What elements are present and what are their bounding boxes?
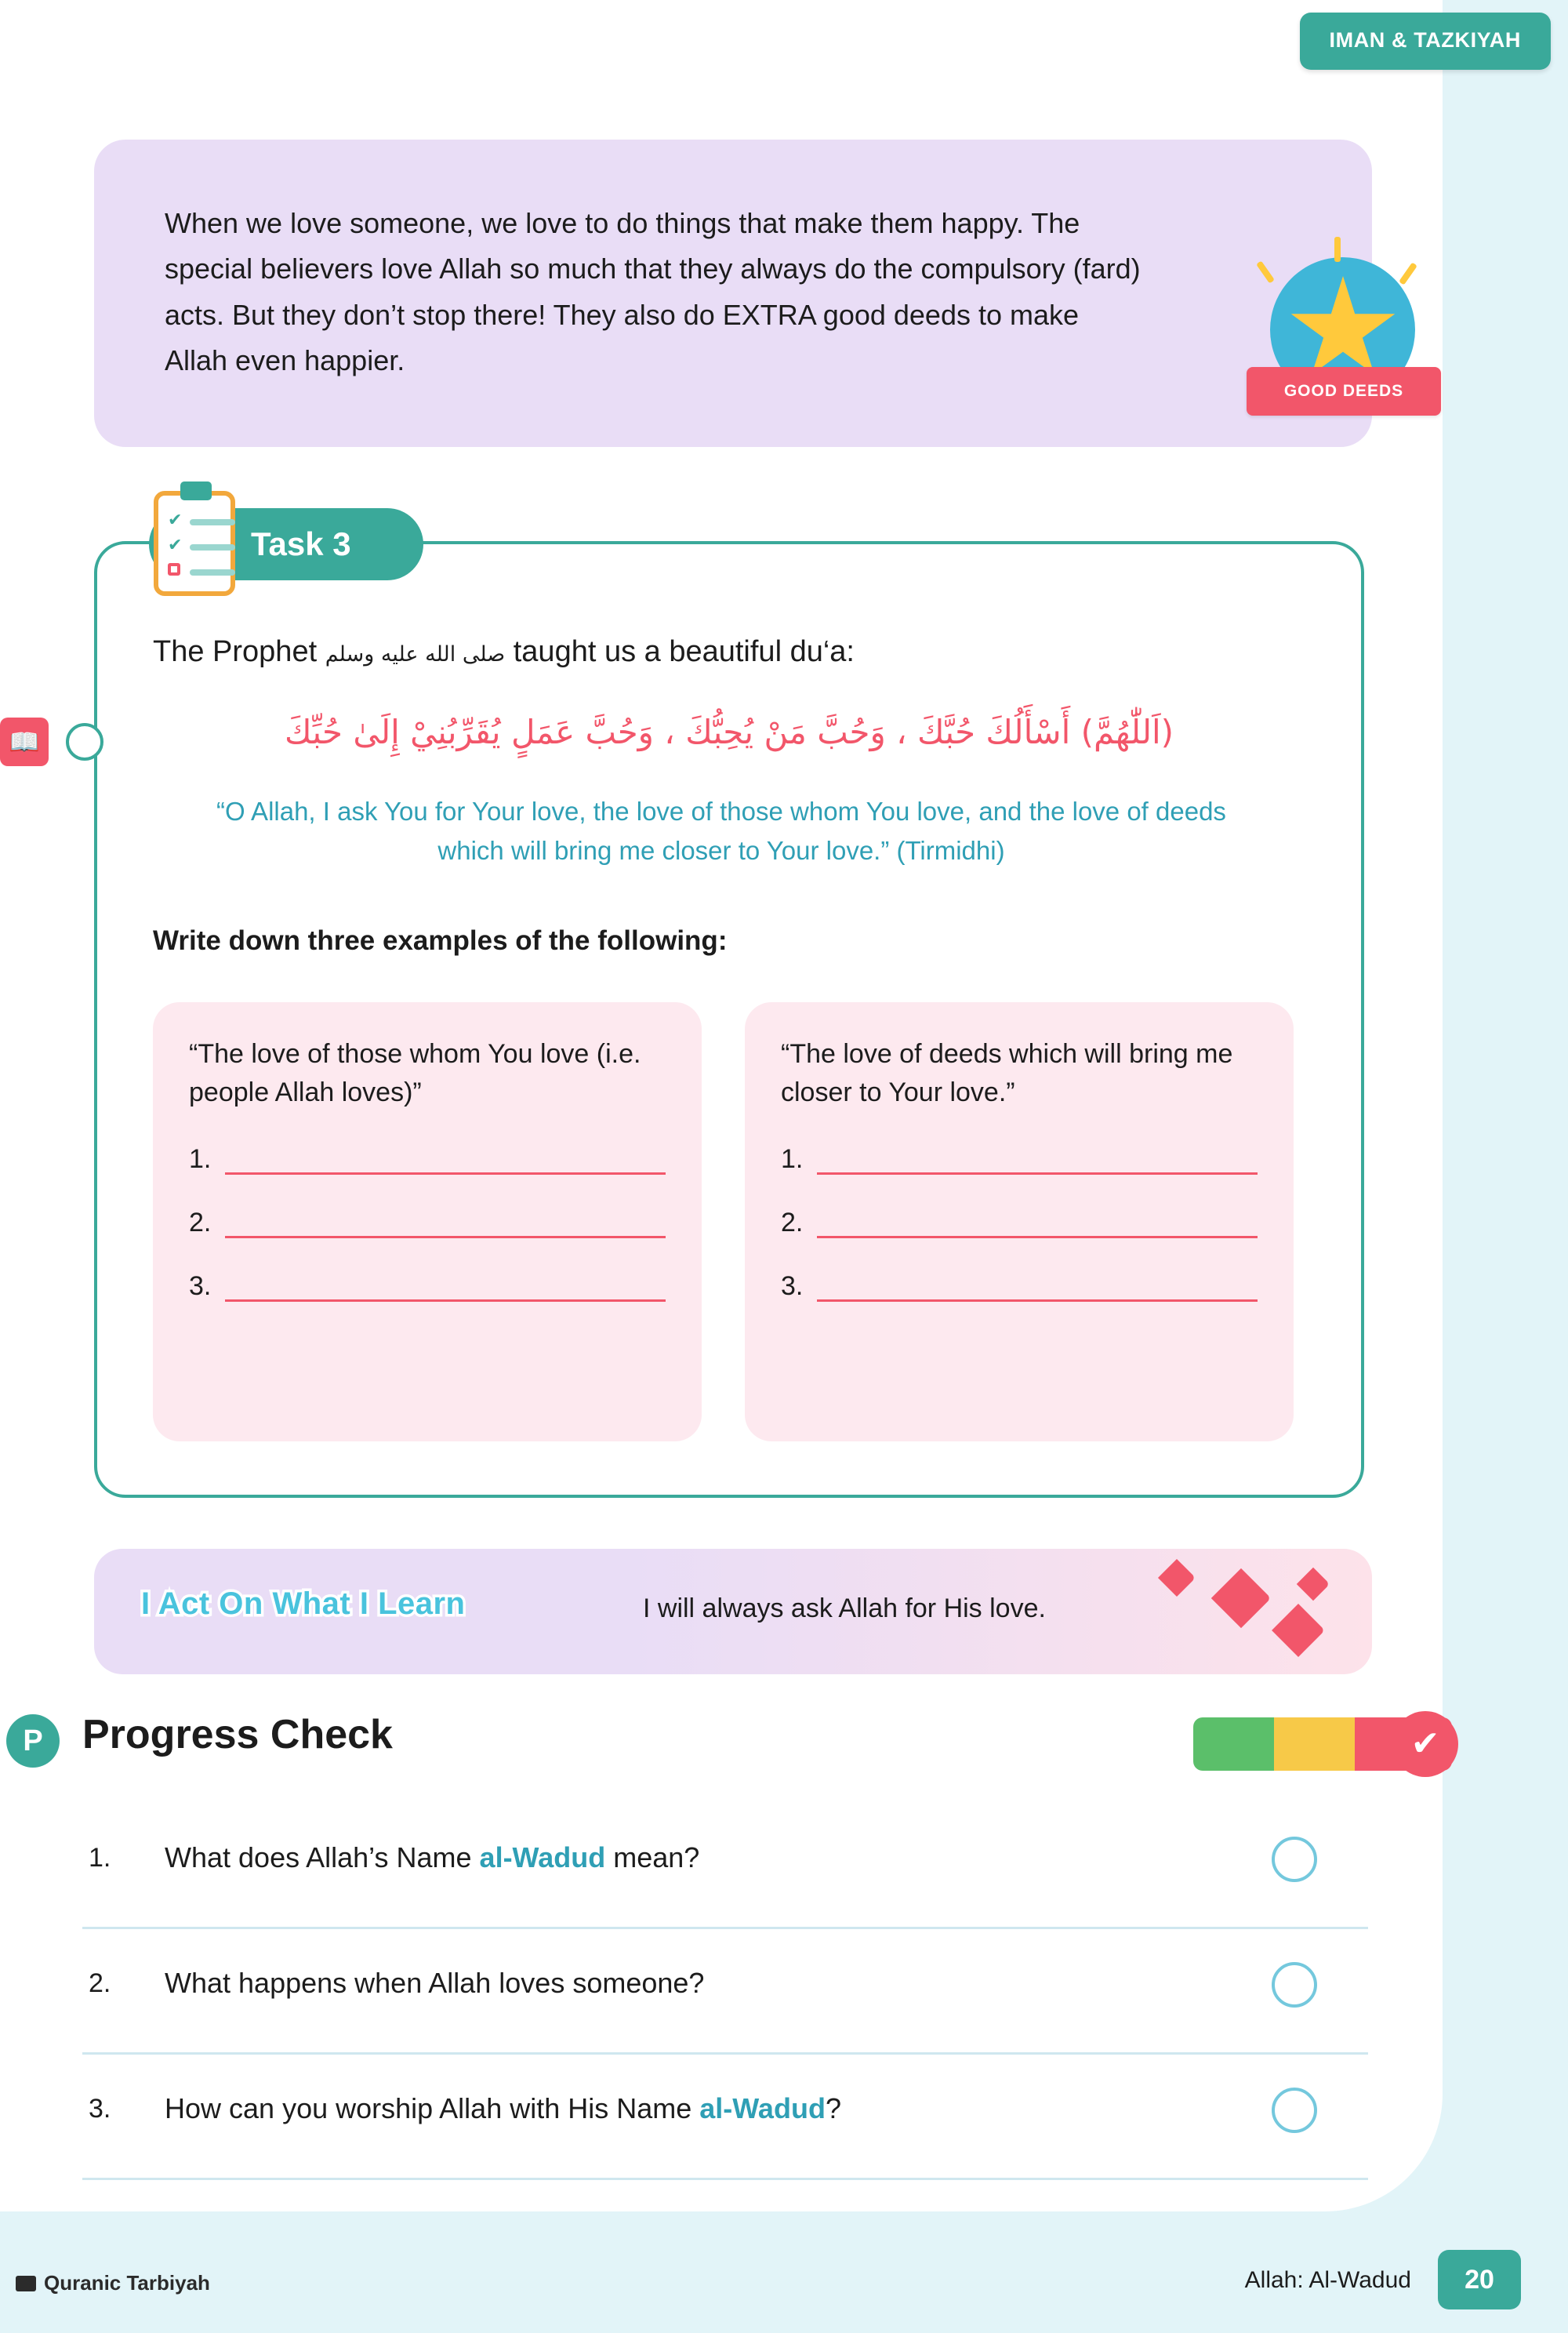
- progress-title: Progress Check: [82, 1712, 393, 1757]
- answer-row[interactable]: [189, 1144, 666, 1175]
- progress-segment-green: [1193, 1717, 1274, 1771]
- question-text-after: ?: [825, 2092, 841, 2124]
- answer-input-line[interactable]: [817, 1212, 1258, 1238]
- clipboard-line: [190, 569, 235, 576]
- question-text: [165, 1967, 704, 2000]
- sparkle-icon: [1399, 262, 1417, 285]
- answer-row[interactable]: [781, 1271, 1258, 1302]
- sparkle-icon: [1256, 260, 1275, 283]
- answer-number: 1.: [189, 1143, 212, 1174]
- question-text-after: mean?: [605, 1841, 700, 1873]
- page-number: 20: [1438, 2250, 1521, 2309]
- answer-card-title: “The love of deeds which will bring me closer to Your love.”: [781, 1039, 1233, 1108]
- checkmark-icon: ✔: [168, 535, 183, 554]
- clipboard-clip: [180, 481, 212, 500]
- answer-row[interactable]: [781, 1208, 1258, 1238]
- question-term: al-Wadud: [699, 2092, 826, 2124]
- prophet-line-before: The Prophet: [153, 635, 325, 668]
- footer-logo-text: Quranic Tarbiyah: [44, 2271, 210, 2295]
- answer-number: 2.: [189, 1207, 212, 1237]
- answer-card-deeds: [745, 1002, 1294, 1441]
- question-check-circle[interactable]: [1272, 2088, 1317, 2133]
- clipboard-icon: [154, 491, 235, 596]
- clipboard-line: [190, 544, 235, 551]
- progress-check-icon: ✔: [1392, 1711, 1458, 1777]
- footer-logo: [16, 2271, 210, 2295]
- question-number: 2.: [89, 1968, 111, 1998]
- answer-line-group: [781, 1144, 1258, 1302]
- answer-input-line[interactable]: [225, 1275, 666, 1302]
- prophet-salutation: صلى الله عليه وسلم: [325, 642, 506, 667]
- write-prompt: Write down three examples of the following:: [153, 925, 728, 956]
- good-deeds-badge: [1256, 249, 1428, 445]
- prophet-line: [153, 635, 855, 669]
- answer-number: 2.: [781, 1207, 804, 1237]
- answer-number: 3.: [189, 1270, 212, 1301]
- progress-question-row: [82, 1804, 1368, 1929]
- heart-icon: [1297, 1568, 1330, 1601]
- question-text-before: What happens when Allah loves someone?: [165, 1967, 705, 1999]
- arabic-dua: (اَللّٰهُمَّ) أَسْأَلُكَ حُبَّكَ ، وَحُبَّ مَنْ يُحِبُّكَ ، وَحُبَّ عَمَلٍ يُقَرِّبُنِيْ إِلَىٰ حُبِّكَ: [284, 713, 1174, 751]
- badge-ribbon-label: GOOD DEEDS: [1247, 367, 1441, 416]
- question-term: al-Wadud: [479, 1841, 606, 1873]
- answer-input-line[interactable]: [817, 1148, 1258, 1175]
- question-number: 3.: [89, 2094, 111, 2124]
- book-logo-icon: [16, 2276, 36, 2291]
- sparkle-icon: [1334, 237, 1341, 262]
- book-icon: 📖: [0, 718, 49, 766]
- progress-question-row: [82, 2055, 1368, 2180]
- answer-input-line[interactable]: [225, 1212, 666, 1238]
- act-on-what-i-learn-banner: [94, 1549, 1372, 1674]
- answer-input-line[interactable]: [225, 1148, 666, 1175]
- question-text-before: What does Allah’s Name: [165, 1841, 480, 1873]
- dua-translation: “O Allah, I ask You for Your love, the love of those whom You love, and the love of deeds which will bring me closer to Your love.” (Tirmidhi): [216, 797, 1226, 865]
- heart-icon: [1211, 1568, 1271, 1628]
- act-banner-text: I will always ask Allah for His love.: [643, 1593, 1046, 1623]
- prophet-line-after: taught us a beautiful du‘a:: [505, 635, 855, 668]
- question-check-circle[interactable]: [1272, 1837, 1317, 1882]
- question-check-circle[interactable]: [1272, 1962, 1317, 2008]
- clipboard-line: [190, 519, 235, 525]
- progress-question-row: [82, 1929, 1368, 2055]
- question-text-before: How can you worship Allah with His Name: [165, 2092, 700, 2124]
- progress-badge: P: [6, 1714, 60, 1768]
- checkmark-icon: ✔: [168, 510, 183, 529]
- task-label: Task 3: [149, 508, 423, 580]
- chapter-tab: IMAN & TAZKIYAH: [1300, 13, 1552, 70]
- clipboard-checkbox: [168, 563, 180, 576]
- question-text: [165, 2092, 841, 2125]
- answer-card-people: [153, 1002, 702, 1441]
- heart-icon: [1158, 1559, 1196, 1597]
- answer-card-title: “The love of those whom You love (i.e. people Allah loves)”: [189, 1039, 641, 1108]
- progress-segment-yellow: [1274, 1717, 1355, 1771]
- answer-row[interactable]: [189, 1271, 666, 1302]
- answer-row[interactable]: [781, 1144, 1258, 1175]
- answer-line-group: [189, 1144, 666, 1302]
- intro-box: [94, 140, 1372, 447]
- answer-number: 1.: [781, 1143, 804, 1174]
- question-text: [165, 1841, 699, 1874]
- answer-row[interactable]: [189, 1208, 666, 1238]
- question-number: 1.: [89, 1843, 111, 1873]
- footer-title: Allah: Al-Wadud: [1244, 2267, 1411, 2293]
- heart-icon: [1272, 1604, 1325, 1657]
- intro-text: When we love someone, we love to do things that make them happy. The special believers love Allah so much that they always do the compulsory (fard) acts. But they don’t stop there! They also do EXTRA good deeds to make Allah even happier.: [165, 207, 1141, 376]
- answer-input-line[interactable]: [817, 1275, 1258, 1302]
- answer-number: 3.: [781, 1270, 804, 1301]
- act-banner-label: I Act On What I Learn: [141, 1586, 466, 1621]
